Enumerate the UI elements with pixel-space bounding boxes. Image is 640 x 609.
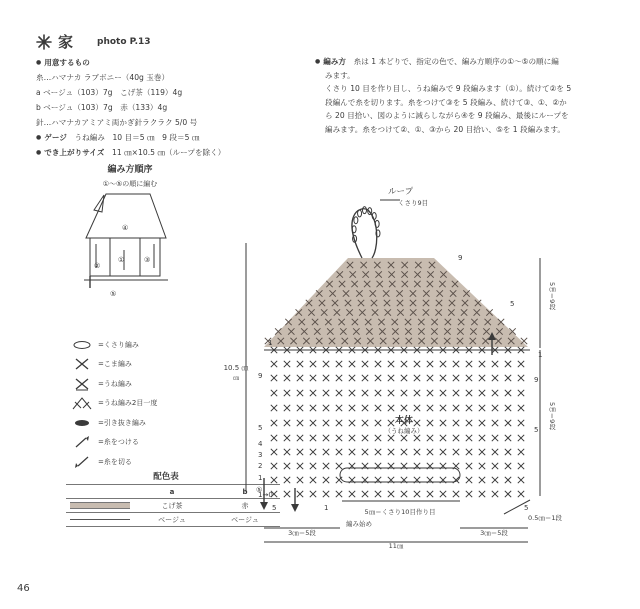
stitch-mark: [505, 420, 511, 426]
edge-circled-label: ⑤: [256, 486, 263, 494]
needle-info: 針…ハマナカアミアミ両かぎ針ラクラク 5/0 号: [36, 118, 198, 127]
stitch-mark: [401, 390, 407, 396]
order-label: ②: [94, 262, 101, 270]
gauge-value: うね編み 10 目＝5 ㎝ 9 段＝5 ㎝: [74, 133, 200, 142]
stitch-mark: [349, 390, 355, 396]
method-line: みます。: [325, 70, 355, 80]
stitch-mark: [310, 361, 316, 367]
stitch-mark: [297, 390, 303, 396]
stitch-mark: [349, 435, 355, 441]
stitch-mark: [492, 463, 498, 469]
stitch-mark: [505, 463, 511, 469]
color-table-header: a b: [66, 485, 280, 499]
stitch-mark: [310, 375, 316, 381]
stitch-mark: [427, 435, 433, 441]
stitch-mark: [323, 463, 329, 469]
stitch-mark: [284, 449, 290, 455]
stitch-mark: [362, 449, 368, 455]
stitch-mark: [388, 420, 394, 426]
stitch-mark: [427, 405, 433, 411]
method-line: 段編んで糸を切ります。糸をつけて③を 5 段編み、続けて③、①、②か: [325, 97, 567, 107]
stitch-mark: [440, 390, 446, 396]
stitch-mark: [297, 405, 303, 411]
stitch-mark: [518, 405, 524, 411]
stitch-mark: [505, 405, 511, 411]
stitch-mark: [375, 405, 381, 411]
stitch-mark: [427, 491, 433, 497]
stitch-mark: [271, 463, 277, 469]
stitch-mark: [323, 405, 329, 411]
stitch-mark: [453, 405, 459, 411]
right-dim-label: 3㎝＝5段: [480, 529, 508, 537]
stitch-mark: [362, 435, 368, 441]
materials-heading: ● 用意するもの: [36, 55, 306, 70]
stitch-mark: [323, 375, 329, 381]
stitch-mark: [440, 435, 446, 441]
stitch-mark: [453, 435, 459, 441]
stitch-mark: [388, 361, 394, 367]
stitch-mark: [388, 449, 394, 455]
stitch-mark: [271, 390, 277, 396]
stitch-mark: [479, 463, 485, 469]
loop-sub-label: くさり9目: [398, 199, 429, 207]
stitch-mark: [323, 435, 329, 441]
stitch-mark: [427, 361, 433, 367]
stitch-mark: [492, 405, 498, 411]
bottom-num: 5: [524, 504, 529, 512]
order-diagram-subtitle: ①〜⑤の順に編む: [102, 180, 158, 188]
stitch-mark: [297, 463, 303, 469]
stitch-mark: [375, 449, 381, 455]
wall-row-label: 1: [538, 351, 543, 359]
stitch-mark: [492, 435, 498, 441]
stitch-mark: [297, 449, 303, 455]
stitch-mark: [375, 491, 381, 497]
stitch-mark: [479, 491, 485, 497]
stitch-mark: [271, 420, 277, 426]
stitch-mark: [375, 361, 381, 367]
stitch-mark: [362, 375, 368, 381]
stitch-mark: [492, 375, 498, 381]
stitch-mark: [375, 375, 381, 381]
stitch-mark: [427, 420, 433, 426]
legend-item: =糸を切る: [72, 452, 222, 472]
stitch-mark: [479, 435, 485, 441]
legend-item: =うね編み: [72, 374, 222, 394]
method-line: くさり 10 目を作り目し、うね編みで 9 段編みます（①）。続けて②を 5: [325, 84, 572, 93]
stitch-mark: [388, 405, 394, 411]
stitch-mark: [505, 491, 511, 497]
left-row-label: 5: [258, 424, 263, 432]
stitch-mark: [453, 375, 459, 381]
loop-chain-stitch: [358, 210, 362, 217]
stitch-mark: [323, 449, 329, 455]
stitch-mark: [310, 463, 316, 469]
stitch-mark: [297, 361, 303, 367]
wall-row-label: 5: [534, 426, 539, 434]
stitch-mark: [505, 361, 511, 367]
stitch-mark: [297, 375, 303, 381]
stitch-mark: [518, 491, 524, 497]
stitch-mark: [388, 435, 394, 441]
stitch-mark: [479, 361, 485, 367]
stitch-mark: [453, 361, 459, 367]
stitch-mark: [271, 361, 277, 367]
stitch-mark: [362, 390, 368, 396]
stitch-mark: [505, 449, 511, 455]
stitch-mark: [440, 449, 446, 455]
loop-label: ループ: [388, 187, 414, 197]
color-b-info: b ベージュ（103）7g 赤（133）4g: [36, 103, 168, 112]
stitch-mark: [349, 375, 355, 381]
wall-dim-label: 5㎝＝9段: [548, 402, 556, 430]
stitch-mark: [284, 375, 290, 381]
stitch-mark: [518, 361, 524, 367]
stitch-mark: [323, 477, 329, 483]
stitch-mark: [271, 375, 277, 381]
stitch-mark: [336, 390, 342, 396]
start-label: 編み始め: [346, 520, 372, 528]
stitch-mark: [349, 361, 355, 367]
legend-item: =糸をつける: [72, 433, 222, 453]
stitch-mark: [323, 390, 329, 396]
stitch-mark: [492, 477, 498, 483]
color-table-row: ベージュ ベージュ: [66, 513, 280, 527]
stitch-mark: [297, 477, 303, 483]
roof-row-label: 9: [458, 254, 463, 262]
stitch-mark: [271, 449, 277, 455]
stitch-mark: [466, 435, 472, 441]
stitch-mark: [440, 491, 446, 497]
stitch-mark: [336, 491, 342, 497]
size-value: 11 ㎝×10.5 ㎝（ループを除く）: [112, 148, 226, 157]
color-table-title: 配色表: [153, 472, 179, 482]
stitch-mark: [440, 361, 446, 367]
left-row-label: 3: [258, 451, 263, 459]
stitch-mark: [336, 420, 342, 426]
legend-item: =こま編み: [72, 355, 222, 375]
stitch-mark: [518, 375, 524, 381]
stitch-mark: [466, 390, 472, 396]
stitch-mark: [505, 375, 511, 381]
bottom-num: 1: [324, 504, 329, 512]
stitch-mark: [479, 420, 485, 426]
body-label: 本体: [394, 416, 414, 426]
method-line: ら 20 目拾い、図のように減らしながら④を 9 段編み、最後にループを: [325, 111, 569, 120]
height-unit: ㎝: [232, 375, 240, 382]
stitch-mark: [492, 361, 498, 367]
stitch-mark: [271, 405, 277, 411]
color-a-info: a ベージュ（103）7g こげ茶（119）4g: [36, 88, 183, 97]
stitch-mark: [440, 375, 446, 381]
stitch-mark: [284, 405, 290, 411]
stitch-mark: [310, 390, 316, 396]
stitch-mark: [323, 361, 329, 367]
left-dim-label: 3㎝＝5段: [288, 529, 316, 537]
stitch-mark: [401, 361, 407, 367]
stitch-mark: [310, 435, 316, 441]
stitch-mark: [518, 435, 524, 441]
stitch-mark: [310, 449, 316, 455]
stitch-mark: [336, 449, 342, 455]
stitch-mark: [518, 390, 524, 396]
stitch-mark: [401, 435, 407, 441]
stitch-mark: [297, 420, 303, 426]
hanging-loop: [352, 209, 377, 258]
stitch-mark: [414, 390, 420, 396]
stitch-mark: [453, 390, 459, 396]
stitch-mark: [401, 375, 407, 381]
stitch-mark: [466, 420, 472, 426]
stitch-mark: [323, 420, 329, 426]
stitch-mark: [492, 420, 498, 426]
stitch-mark: [414, 405, 420, 411]
stitch-mark: [492, 449, 498, 455]
bottom-row-label: 1→0: [258, 491, 273, 499]
wall-row-label: 9: [258, 372, 263, 380]
stitch-mark: [492, 390, 498, 396]
stitch-mark: [466, 477, 472, 483]
wall-row-label: 9: [534, 376, 539, 384]
stitch-mark: [284, 361, 290, 367]
direction-arrows: [260, 332, 496, 512]
stitch-mark: [479, 449, 485, 455]
left-row-label: 1: [258, 474, 263, 482]
body-sub-label: （うね編み）: [384, 427, 424, 435]
stitch-mark: [466, 405, 472, 411]
stitch-mark: [310, 405, 316, 411]
stitch-mark: [323, 491, 329, 497]
order-label: ⑤: [110, 290, 117, 298]
stitch-mark: [427, 449, 433, 455]
legend-item: =引き抜き編み: [72, 413, 222, 433]
stitch-mark: [362, 405, 368, 411]
edge-dim-label: 0.5㎝＝1段: [528, 514, 562, 522]
stitch-mark: [440, 405, 446, 411]
stitch-mark: [453, 449, 459, 455]
stitch-mark: [453, 491, 459, 497]
stitch-mark: [466, 449, 472, 455]
stitch-mark: [336, 375, 342, 381]
stitch-mark: [284, 491, 290, 497]
stitch-mark: [310, 477, 316, 483]
gauge-label: ● ゲージ: [36, 133, 67, 142]
stitch-mark: [362, 420, 368, 426]
stitch-mark: [336, 477, 342, 483]
stitch-mark: [440, 420, 446, 426]
foundation-label: 5㎝＝くさり10目作り目: [364, 508, 436, 516]
order-label: ③: [144, 256, 151, 264]
order-diagram-title: 編み方順序: [107, 165, 153, 175]
stitch-mark: [284, 477, 290, 483]
stitch-mark: [388, 491, 394, 497]
roof-dim-label: 5㎝＝9段: [548, 282, 556, 310]
stitch-mark: [466, 375, 472, 381]
legend-item: =くさり編み: [72, 335, 222, 355]
stitch-mark: [414, 375, 420, 381]
color-table-row: こげ茶 赤: [66, 499, 280, 513]
stitch-mark: [349, 420, 355, 426]
foundation-chain: [340, 468, 460, 482]
stitch-mark: [401, 405, 407, 411]
photo-reference: photo P.13: [97, 36, 151, 47]
legend-item: =うね編み2目一度: [72, 394, 222, 414]
stitch-mark: [518, 477, 524, 483]
method-line: 編みます。糸をつけて②、①、③から 20 目拾い、⑤を 1 段編みます。: [325, 124, 566, 134]
stitch-mark: [388, 390, 394, 396]
stitch-mark: [518, 449, 524, 455]
stitch-mark: [284, 463, 290, 469]
stitch-mark: [492, 491, 498, 497]
stitch-mark: [505, 477, 511, 483]
page-title: 家: [58, 33, 74, 51]
loop-chain-stitch: [354, 217, 358, 224]
stitch-mark: [401, 491, 407, 497]
stitch-mark: [414, 491, 420, 497]
stitch-mark: [310, 491, 316, 497]
stitch-mark: [336, 405, 342, 411]
stitch-mark: [284, 435, 290, 441]
stitch-mark: [466, 463, 472, 469]
stitch-mark: [336, 361, 342, 367]
stitch-mark: [336, 463, 342, 469]
height-label: 10.5 ㎝: [223, 364, 249, 372]
stitch-mark: [466, 491, 472, 497]
stitch-mark: [297, 435, 303, 441]
stitch-mark: [479, 405, 485, 411]
stitch-mark: [271, 435, 277, 441]
stitch-mark: [505, 435, 511, 441]
stitch-mark: [349, 449, 355, 455]
stitch-mark: [336, 435, 342, 441]
left-row-label: 4: [258, 440, 263, 448]
stitch-mark: [375, 390, 381, 396]
stitch-mark: [518, 420, 524, 426]
stitch-mark: [349, 491, 355, 497]
loop-chain-stitch: [362, 207, 366, 214]
width-label: 11㎝: [388, 542, 404, 550]
order-label: ④: [122, 224, 129, 232]
stitch-mark: [427, 375, 433, 381]
method-label: ● 編み方: [315, 57, 346, 66]
stitch-mark: [284, 420, 290, 426]
stitch-mark: [479, 390, 485, 396]
stitch-mark: [427, 390, 433, 396]
stitch-mark: [466, 361, 472, 367]
stitch-mark: [453, 420, 459, 426]
method-line: ● 編み方 糸は 1 本どりで、指定の色で、編み方順序の①〜⑤の順に編: [315, 55, 605, 69]
stitch-mark: [414, 435, 420, 441]
yarn-info: 糸…ハマナカ ラブボニー（40g 玉巻）: [36, 73, 170, 82]
stitch-mark: [271, 477, 277, 483]
stitch-mark: [284, 390, 290, 396]
page-number: 46: [17, 583, 30, 594]
stitch-mark: [375, 420, 381, 426]
stitch-mark: [362, 491, 368, 497]
size-label: ● でき上がりサイズ: [36, 148, 104, 157]
left-row-label: 2: [258, 462, 263, 470]
stitch-mark: [479, 477, 485, 483]
stitch-mark: [362, 361, 368, 367]
order-label: ①: [118, 256, 125, 264]
stitch-mark: [401, 449, 407, 455]
stitch-mark: [479, 375, 485, 381]
bottom-num: 5: [272, 504, 277, 512]
stitch-mark: [349, 405, 355, 411]
stitch-mark: [414, 420, 420, 426]
stitch-mark: [505, 390, 511, 396]
stitch-mark: [414, 361, 420, 367]
stitch-mark: [297, 491, 303, 497]
roof-row-label: 5: [510, 300, 515, 308]
stitch-mark: [388, 375, 394, 381]
stitch-mark: [414, 449, 420, 455]
stitch-mark: [518, 463, 524, 469]
wall-row-label: 1: [268, 339, 273, 347]
stitch-mark: [310, 420, 316, 426]
stitch-mark: [375, 435, 381, 441]
